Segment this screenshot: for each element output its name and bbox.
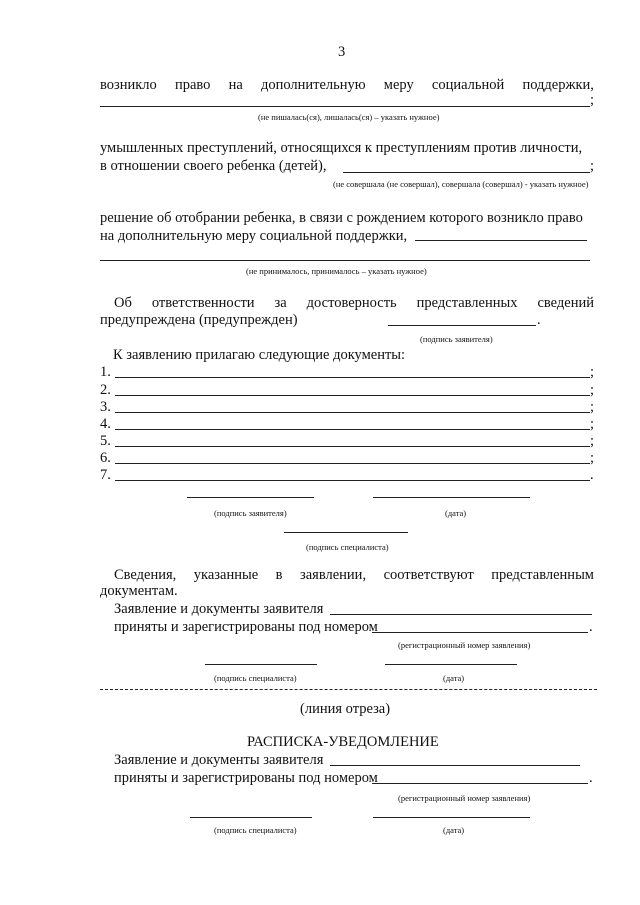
sig1-left-caption: (подпись заявителя) <box>214 508 287 518</box>
s2-blank[interactable] <box>343 172 590 173</box>
date-line[interactable] <box>373 817 530 818</box>
s5-caption: (регистрационный номер заявления) <box>398 640 531 650</box>
doc-line[interactable] <box>115 480 590 481</box>
doc-line[interactable] <box>115 412 590 413</box>
word: право <box>174 77 211 93</box>
doc-num: 1. <box>100 364 111 380</box>
s3-blank-2[interactable] <box>100 260 590 261</box>
receipt-line1: Заявление и документы заявителя <box>114 752 324 768</box>
date-line[interactable] <box>373 497 530 498</box>
receipt-line2: приняты и зарегистрированы под номером <box>114 770 378 786</box>
applicant-signature-line[interactable] <box>388 325 536 326</box>
docs-intro: К заявлению прилагаю следующие документы: <box>113 347 406 363</box>
s2-line1: умышленных преступлений, относящихся к преступлениям против личности, <box>100 140 583 156</box>
cut-line <box>100 689 597 690</box>
sig1-center-caption: (подпись специалиста) <box>306 542 389 552</box>
sig2-right-caption: (дата) <box>443 673 465 683</box>
receipt-title: РАСПИСКА-УВЕДОМЛЕНИЕ <box>247 734 439 750</box>
doc-num: 3. <box>100 399 111 415</box>
doc-line[interactable] <box>115 446 590 447</box>
word: соответствуют <box>383 567 474 583</box>
word: представленных <box>416 295 518 311</box>
specialist-signature-line[interactable] <box>284 532 408 533</box>
s5-line4: приняты и зарегистрированы под номером <box>114 619 378 635</box>
receipt-end: . <box>589 770 593 786</box>
word: дополнительную <box>260 77 366 93</box>
doc-line[interactable] <box>115 429 590 430</box>
doc-num: 5. <box>100 433 111 449</box>
s4-line2: предупреждена (предупрежден) <box>100 312 298 328</box>
doc-end: ; <box>590 416 595 432</box>
s5-line1 <box>114 567 594 584</box>
s5-applicant-blank[interactable] <box>330 614 592 615</box>
s3-caption: (не принималось, принималось – указать нужное) <box>246 266 427 276</box>
receipt-applicant-blank[interactable] <box>330 765 580 766</box>
word: достоверность <box>306 295 397 311</box>
word: на <box>228 77 243 93</box>
doc-end: . <box>590 467 594 483</box>
s5-regnum-blank[interactable] <box>372 632 588 633</box>
word: меру <box>383 77 414 93</box>
word: заявлении, <box>300 567 367 583</box>
s1-line1 <box>100 77 594 94</box>
word: за <box>274 295 287 311</box>
sig3-left-caption: (подпись специалиста) <box>214 825 297 835</box>
word: представленным <box>491 567 594 583</box>
s5-line2: документам. <box>100 583 178 599</box>
date-line[interactable] <box>385 664 517 665</box>
doc-end: ; <box>590 364 595 380</box>
sig2-left-caption: (подпись специалиста) <box>214 673 297 683</box>
s1-caption: (не пишалась(ся), лишалась(ся) – указать нужное) <box>258 112 440 122</box>
s5-end: . <box>589 619 593 635</box>
doc-num: 7. <box>100 467 111 483</box>
s4-caption: (подпись заявителя) <box>420 334 493 344</box>
receipt-caption: (регистрационный номер заявления) <box>398 793 531 803</box>
doc-line[interactable] <box>115 463 590 464</box>
receipt-regnum-blank[interactable] <box>372 783 588 784</box>
word: сведений <box>537 295 594 311</box>
sig1-right-caption: (дата) <box>445 508 467 518</box>
doc-end: ; <box>590 382 595 398</box>
word: возникло <box>100 77 157 93</box>
doc-line[interactable] <box>115 377 590 378</box>
s4-line1 <box>114 295 594 312</box>
word: социальной <box>431 77 505 93</box>
word: Об <box>114 295 132 311</box>
page-number: 3 <box>338 44 346 60</box>
s2-caption: (не совершала (не совершал), совершала (совершал) - указать нужное) <box>333 179 589 189</box>
applicant-signature-line[interactable] <box>187 497 314 498</box>
doc-num: 6. <box>100 450 111 466</box>
sig3-right-caption: (дата) <box>443 825 465 835</box>
s3-blank-1[interactable] <box>415 240 587 241</box>
word: указанные <box>193 567 259 583</box>
s3-line1: решение об отобрании ребенка, в связи с рождением которого возникло право <box>100 210 583 226</box>
s5-line3: Заявление и документы заявителя <box>114 601 324 617</box>
s3-line2: на дополнительную меру социальной поддержки, <box>100 228 408 244</box>
doc-end: ; <box>590 450 595 466</box>
doc-end: ; <box>590 399 595 415</box>
doc-num: 4. <box>100 416 111 432</box>
s4-end: . <box>537 312 541 328</box>
s1-blank[interactable] <box>100 106 590 107</box>
doc-line[interactable] <box>115 395 590 396</box>
s2-line2: в отношении своего ребенка (детей), <box>100 158 327 174</box>
s1-end: ; <box>590 92 595 108</box>
word: ответственности <box>151 295 255 311</box>
specialist-signature-line[interactable] <box>190 817 312 818</box>
s2-end: ; <box>590 158 595 174</box>
word: поддержки, <box>522 77 594 93</box>
cut-label: (линия отреза) <box>300 701 391 717</box>
doc-num: 2. <box>100 382 111 398</box>
word: в <box>275 567 283 583</box>
specialist-signature-line[interactable] <box>205 664 317 665</box>
doc-end: ; <box>590 433 595 449</box>
word: Сведения, <box>114 567 177 583</box>
